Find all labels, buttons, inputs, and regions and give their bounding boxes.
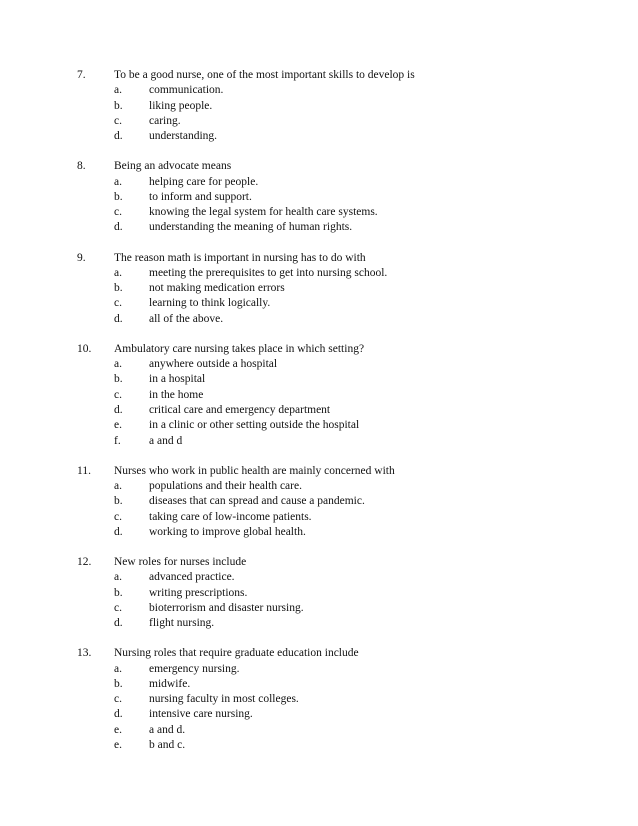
option-text: knowing the legal system for health care systems. [149, 206, 378, 219]
answer-option [114, 616, 597, 631]
answer-option [114, 570, 597, 585]
option-letter: e. [114, 419, 122, 432]
question-text: To be a good nurse, one of the most important skills to develop is [114, 69, 415, 81]
option-letter: a. [114, 266, 122, 279]
answer-option [114, 129, 597, 144]
answer-option [114, 83, 597, 98]
option-letter: f. [114, 434, 121, 447]
question-text: Nursing roles that require graduate education include [114, 647, 359, 660]
answer-option [114, 114, 597, 129]
answer-option [114, 357, 597, 372]
option-text: midwife. [149, 677, 191, 690]
answer-option [114, 372, 597, 387]
question-number: 8. [77, 160, 86, 173]
answer-option [114, 707, 597, 722]
option-text: not making medication errors [149, 282, 285, 295]
option-letter: b. [114, 99, 123, 112]
option-letter: c. [114, 297, 122, 310]
option-text: taking care of low-income patients. [149, 510, 312, 523]
answer-option [114, 434, 597, 449]
option-text: all of the above. [149, 312, 224, 325]
question-number: 9. [77, 251, 86, 264]
answer-options [77, 175, 597, 236]
option-text: liking people. [149, 99, 213, 112]
option-text: meeting the prerequisites to get into nursing school. [149, 266, 388, 279]
option-letter: c. [114, 388, 122, 401]
answer-option [114, 205, 597, 220]
option-text: writing prescriptions. [149, 586, 248, 599]
option-letter: b. [114, 586, 123, 599]
option-letter: b. [114, 495, 123, 508]
question-number: 7. [77, 69, 86, 81]
option-letter: a. [114, 84, 122, 97]
option-text: diseases that can spread and cause a pandemic. [149, 495, 365, 508]
option-letter: d. [114, 312, 123, 325]
answer-option [114, 403, 597, 418]
option-letter: d. [114, 708, 123, 721]
answer-option [114, 190, 597, 205]
answer-options [77, 479, 597, 540]
option-text: communication. [149, 84, 224, 97]
answer-option [114, 99, 597, 114]
question-8 [77, 159, 597, 235]
answer-option [114, 220, 597, 235]
answer-options [77, 570, 597, 631]
option-letter: d. [114, 404, 123, 417]
option-text: working to improve global health. [149, 525, 306, 538]
option-letter: c. [114, 693, 122, 706]
option-letter: c. [114, 206, 122, 219]
option-text: understanding the meaning of human rights. [149, 221, 353, 234]
option-letter: a. [114, 175, 122, 188]
answer-options [77, 266, 597, 327]
question-number: 11. [77, 464, 91, 477]
question-number: 10. [77, 342, 92, 355]
answer-option [114, 692, 597, 707]
question-text: Nurses who work in public health are mainly concerned with [114, 464, 395, 477]
answer-option [114, 738, 597, 753]
answer-option [114, 586, 597, 601]
option-text: a and d [149, 434, 183, 447]
option-text: flight nursing. [149, 617, 215, 630]
question-11 [77, 464, 597, 540]
answer-option [114, 388, 597, 403]
answer-option [114, 510, 597, 525]
option-text: to inform and support. [149, 190, 252, 203]
question-number: 13. [77, 647, 92, 660]
option-letter: c. [114, 114, 122, 127]
option-letter: b. [114, 373, 123, 386]
option-text: anywhere outside a hospital [149, 358, 278, 371]
option-text: caring. [149, 114, 181, 127]
answer-option [114, 677, 597, 692]
option-text: populations and their health care. [149, 480, 302, 493]
option-letter: a. [114, 358, 122, 371]
option-text: in a clinic or other setting outside the hospital [149, 419, 360, 432]
answer-option [114, 312, 597, 327]
option-letter: a. [114, 571, 122, 584]
question-13 [77, 646, 597, 753]
answer-options [77, 357, 597, 449]
option-letter: c. [114, 510, 122, 523]
question-12 [77, 555, 597, 631]
option-letter: b. [114, 282, 123, 295]
answer-option [114, 418, 597, 433]
option-letter: a. [114, 662, 122, 675]
answer-option [114, 662, 597, 677]
answer-option [114, 281, 597, 296]
option-text: in a hospital [149, 373, 206, 386]
option-text: a and d. [149, 723, 186, 736]
answer-option [114, 601, 597, 616]
option-text: b and c. [149, 739, 186, 752]
option-letter: d. [114, 221, 123, 234]
option-text: advanced practice. [149, 571, 235, 584]
answer-options [77, 662, 597, 754]
answer-option [114, 296, 597, 311]
answer-option [114, 494, 597, 509]
option-letter: a. [114, 480, 122, 493]
option-text: in the home [149, 388, 204, 401]
answer-option [114, 175, 597, 190]
option-letter: b. [114, 190, 123, 203]
option-text: emergency nursing. [149, 662, 240, 675]
question-text: Ambulatory care nursing takes place in which setting? [114, 342, 365, 355]
option-letter: b. [114, 677, 123, 690]
question-text: Being an advocate means [114, 160, 232, 173]
option-text: intensive care nursing. [149, 708, 253, 721]
question-10 [77, 342, 597, 449]
option-letter: d. [114, 130, 123, 143]
question-7 [77, 68, 597, 144]
question-number: 12. [77, 556, 92, 568]
question-text: The reason math is important in nursing has to do with [114, 251, 366, 264]
answer-option [114, 479, 597, 494]
option-letter: e. [114, 739, 122, 752]
answer-option [114, 266, 597, 281]
answer-option [114, 723, 597, 738]
option-letter: e. [114, 723, 122, 736]
question-list [77, 68, 597, 768]
option-letter: c. [114, 601, 122, 614]
option-letter: d. [114, 525, 123, 538]
question-text: New roles for nurses include [114, 556, 247, 568]
option-letter: d. [114, 617, 123, 630]
option-text: helping care for people. [149, 175, 259, 188]
answer-option [114, 525, 597, 540]
option-text: learning to think logically. [149, 297, 271, 310]
option-text: bioterrorism and disaster nursing. [149, 601, 304, 614]
option-text: critical care and emergency department [149, 404, 331, 417]
answer-options [77, 83, 597, 144]
option-text: understanding. [149, 130, 218, 143]
option-text: nursing faculty in most colleges. [149, 693, 299, 706]
question-9 [77, 251, 597, 327]
